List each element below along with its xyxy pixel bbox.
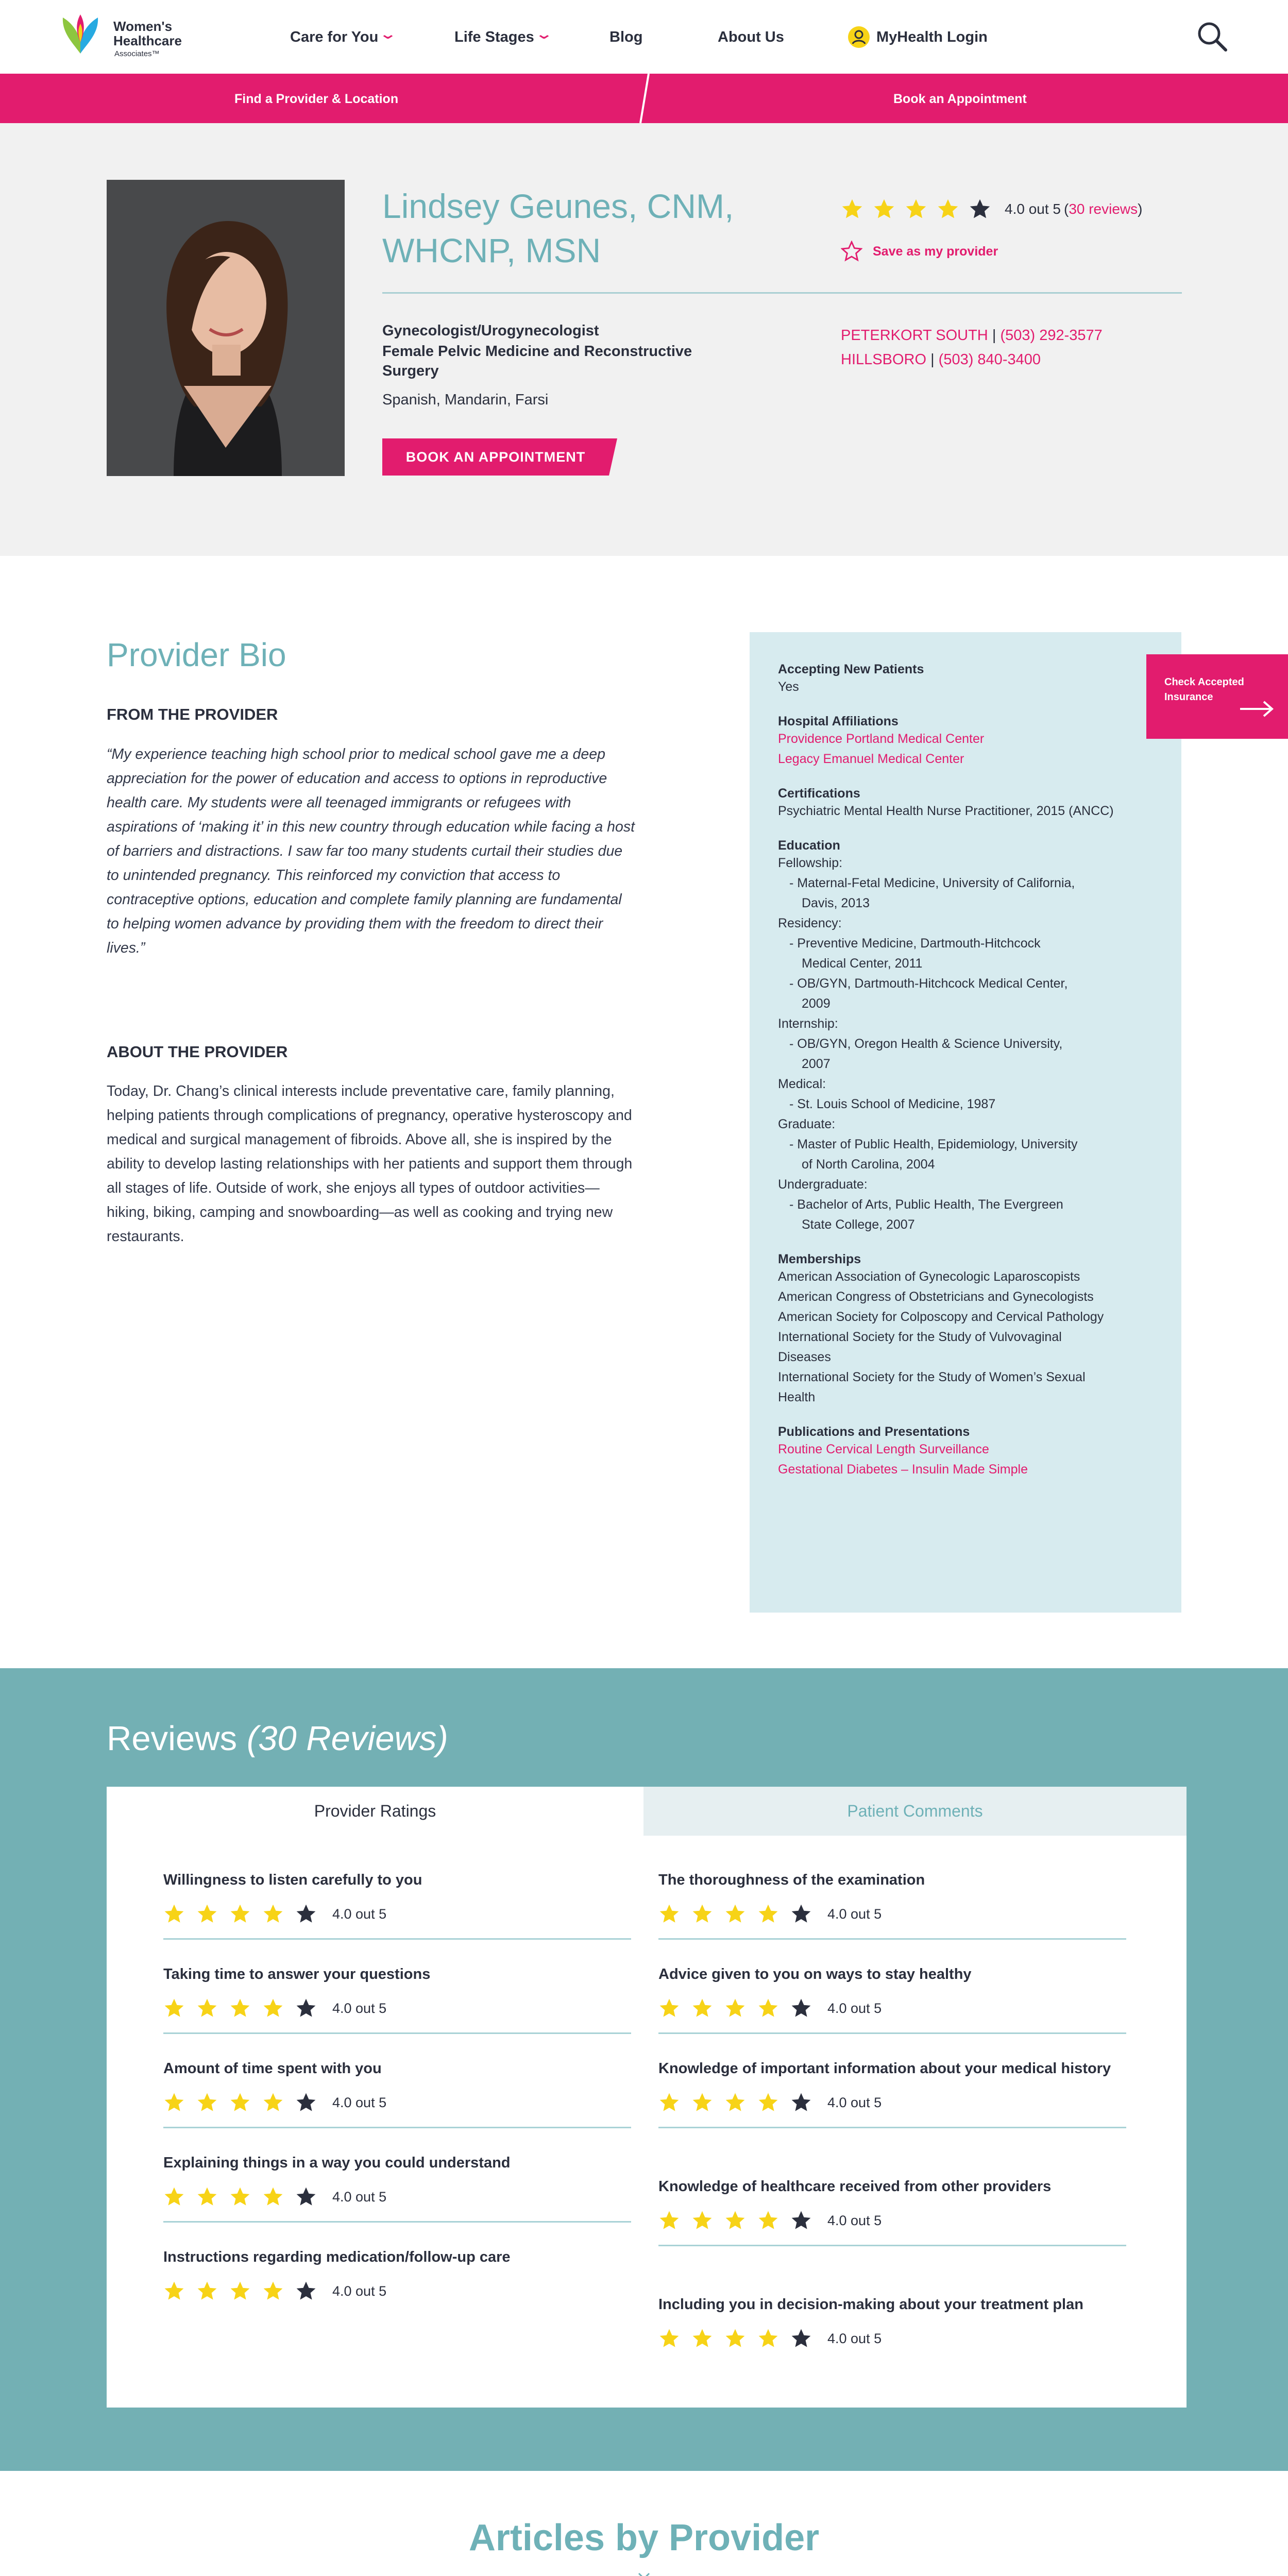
star-filled-icon	[658, 1997, 680, 2019]
rating-question: Amount of time spent with you	[163, 2060, 382, 2077]
education-entry: - Maternal-Fetal Medicine, University of California,	[789, 876, 1075, 890]
rating-row	[658, 1868, 1126, 1940]
provider-quote: “My experience teaching high school prior to medical school gave me a deep appreciation for the power of education and access to options in reproductive health care. My students were all teenaged immigrants or refugees with aspirations of ‘making it’ in this new country through education while facing a host of barriers and distractions. I saw far too many students curtail their studies due to unintended pregnancy. This reinforced my conviction that access to contraceptive options, education and complete family planning are fundamental to helping women advance by providing them with the freedom to direct their lives.”	[107, 746, 635, 956]
star-filled-icon	[757, 2328, 779, 2349]
rating-question: Taking time to answer your questions	[163, 1966, 431, 1982]
nav-care-for-you[interactable]	[290, 26, 397, 46]
star-filled-icon	[691, 2210, 713, 2231]
provider-details-sidebar	[750, 632, 1181, 1613]
specialty-primary: Gynecologist/Urogynecologist	[382, 323, 599, 339]
rating-divider	[658, 2245, 1126, 2246]
save-label: Save as my provider	[873, 244, 998, 259]
rating-question: The thoroughness of the examination	[658, 1872, 925, 1888]
star-filled-icon	[229, 2280, 251, 2302]
star-filled-icon	[163, 2092, 185, 2113]
tab-patient-comments[interactable]: Patient Comments	[643, 1787, 1187, 1836]
from-provider-heading: FROM THE PROVIDER	[107, 705, 278, 723]
rating-stars	[163, 2186, 631, 2208]
education-entry: - St. Louis School of Medicine, 1987	[789, 1097, 996, 1111]
star-empty-icon	[790, 2328, 812, 2349]
specialty-secondary: Female Pelvic Medicine and Reconstructive Surgery	[382, 343, 692, 379]
rating-stars	[163, 2280, 631, 2302]
save-provider-button[interactable]	[841, 241, 998, 262]
membership-item: International Society for the Study of Women’s Sexual	[778, 1370, 1086, 1384]
chevron-down-icon: ⌄	[379, 26, 397, 42]
affiliations-heading: Hospital Affiliations	[778, 714, 899, 728]
star-filled-icon	[691, 2092, 713, 2113]
membership-item: Diseases	[778, 1350, 831, 1364]
rating-stars	[658, 2328, 1126, 2349]
star-filled-icon	[262, 2186, 284, 2208]
rating-divider	[163, 2127, 631, 2128]
rating-stars	[163, 1997, 631, 2019]
star-empty-icon	[295, 1903, 317, 1925]
rating-row	[658, 2057, 1126, 2128]
rating-stars	[658, 2092, 1126, 2113]
education-entry: 2009	[802, 996, 831, 1011]
star-empty-icon	[790, 1997, 812, 2019]
membership-item: Health	[778, 1390, 816, 1404]
nav-life-stages[interactable]	[454, 26, 553, 46]
site-logo[interactable]	[58, 12, 212, 62]
star-filled-icon	[163, 1997, 185, 2019]
star-empty-icon	[295, 1997, 317, 2019]
star-filled-icon	[757, 2092, 779, 2113]
book-appointment-button[interactable]: BOOK AN APPOINTMENT	[405, 449, 586, 465]
publication-link[interactable]: Gestational Diabetes – Insulin Made Simple	[778, 1462, 1028, 1477]
pipe-separator: |	[930, 351, 935, 368]
arrow-right-icon	[1239, 700, 1275, 718]
accepting-value: Yes	[778, 680, 799, 694]
check-insurance-tab[interactable]	[1146, 654, 1288, 739]
bio-title: Provider Bio	[107, 636, 286, 673]
rating-row	[658, 1962, 1126, 2034]
reviews-link-wrap: (30 reviews)	[1063, 201, 1143, 217]
tab-provider-ratings[interactable]: Provider Ratings	[107, 1787, 643, 1836]
education-entry: - Preventive Medicine, Dartmouth-Hitchcock	[789, 936, 1041, 951]
star-filled-icon	[658, 2328, 680, 2349]
site-header	[0, 0, 1288, 74]
education-entry: of North Carolina, 2004	[802, 1157, 935, 1172]
myhealth-login-link[interactable]	[848, 26, 988, 48]
location-phone[interactable]: (503) 840-3400	[938, 351, 1041, 368]
education-category: Internship:	[778, 1016, 838, 1031]
rating-row	[658, 2175, 1126, 2246]
provider-hero	[0, 123, 1288, 556]
rating-stars	[841, 198, 1001, 221]
star-filled-icon	[262, 2092, 284, 2113]
rating-question: Knowledge of healthcare received from other providers	[658, 2178, 1052, 2195]
rating-stars	[658, 2210, 1126, 2231]
star-filled-icon	[229, 2092, 251, 2113]
star-filled-icon	[691, 2328, 713, 2349]
star-empty-icon	[790, 1903, 812, 1925]
star-filled-icon	[658, 2210, 680, 2231]
certifications-heading: Certifications	[778, 786, 860, 801]
membership-item: American Congress of Obstetricians and Gynecologists	[778, 1290, 1094, 1304]
reviews-title-text: Reviews	[107, 1719, 238, 1758]
affiliation-link[interactable]: Providence Portland Medical Center	[778, 732, 985, 746]
rating-divider	[163, 1938, 631, 1940]
education-category: Fellowship:	[778, 856, 843, 870]
reviews-card	[107, 1787, 1187, 2408]
rating-score: 4.0 out 5	[332, 2283, 387, 2299]
star-filled-icon	[691, 1903, 713, 1925]
rating-row	[163, 2245, 631, 2302]
reviews-title	[107, 1719, 448, 1758]
star-filled-icon	[229, 1997, 251, 2019]
bar-divider	[636, 74, 652, 123]
star-filled-icon	[196, 2092, 218, 2113]
star-empty-icon	[969, 198, 991, 221]
education-heading: Education	[778, 838, 840, 853]
star-filled-icon	[163, 2186, 185, 2208]
book-appointment-link[interactable]: Book an Appointment	[893, 92, 1027, 106]
rating-row	[163, 1868, 631, 1940]
star-filled-icon	[757, 2210, 779, 2231]
star-filled-icon	[873, 198, 895, 221]
reviews-count: (30 Reviews)	[246, 1719, 448, 1758]
star-filled-icon	[196, 2280, 218, 2302]
star-filled-icon	[757, 1903, 779, 1925]
star-filled-icon	[724, 2210, 746, 2231]
rating-score: 4.0 out 5	[827, 2330, 882, 2346]
quick-actions-bar	[0, 74, 1288, 123]
nav-label: Life Stages	[454, 29, 534, 45]
star-filled-icon	[163, 1903, 185, 1925]
membership-item: International Society for the Study of Vulvovaginal	[778, 1330, 1062, 1344]
nav-blog[interactable]: Blog	[609, 29, 643, 45]
star-filled-icon	[229, 2186, 251, 2208]
location-phone[interactable]: (503) 292-3577	[1000, 327, 1103, 344]
education-entry: Davis, 2013	[802, 896, 870, 910]
rating-score: 4.0 out 5	[827, 1906, 882, 1922]
education-category: Residency:	[778, 916, 842, 930]
star-empty-icon	[790, 2210, 812, 2231]
education-category: Graduate:	[778, 1117, 836, 1131]
star-filled-icon	[196, 2186, 218, 2208]
star-filled-icon	[196, 1903, 218, 1925]
star-empty-icon	[295, 2186, 317, 2208]
rating-score: 4.0 out 5	[332, 2000, 387, 2016]
memberships-heading: Memberships	[778, 1252, 861, 1266]
articles-title: Articles by Provider	[468, 2517, 820, 2558]
membership-item: American Association of Gynecologic Laparoscopists	[778, 1269, 1080, 1284]
reviews-link[interactable]: 30 reviews	[1069, 201, 1138, 217]
provider-rating	[841, 197, 1142, 222]
logo-line-2: Healthcare	[113, 33, 182, 48]
star-filled-icon	[937, 198, 959, 221]
rating-question: Instructions regarding medication/follow-up care	[163, 2249, 511, 2265]
about-provider-text: Today, Dr. Chang’s clinical interests include preventative care, family planning, helping patients through complications of pregnancy, operative hysteroscopy and medical and surgical management of fibroids. Above all, she is inspired by the ability to develop lasting relationships with her patients and support them through all stages of life. Outside of work, she enjoys all types of outdoor activities—hiking, biking, camping and snowboarding—as well as cooking and trying new restaurants.	[107, 1083, 633, 1245]
star-filled-icon	[724, 1997, 746, 2019]
memberships-list	[778, 1267, 1170, 1408]
find-provider-link[interactable]: Find a Provider & Location	[234, 92, 399, 106]
location-2	[841, 348, 1041, 371]
user-icon	[848, 26, 870, 48]
membership-item: American Society for Colposcopy and Cervical Pathology	[778, 1310, 1104, 1324]
rating-row	[163, 1962, 631, 2034]
pipe-separator: |	[992, 327, 996, 344]
languages: Spanish, Mandarin, Farsi	[382, 392, 549, 408]
education-entry: - OB/GYN, Dartmouth-Hitchcock Medical Center,	[789, 976, 1068, 991]
insurance-tab-label: Check Accepted Insurance	[1164, 676, 1244, 703]
star-filled-icon	[229, 1903, 251, 1925]
star-filled-icon	[262, 2280, 284, 2302]
rating-score: 4.0 out 5	[332, 1906, 387, 1922]
login-label: MyHealth Login	[876, 28, 988, 45]
rating-divider	[163, 2221, 631, 2223]
rating-stars	[163, 1903, 631, 1925]
education-category: Medical:	[778, 1077, 826, 1091]
rating-score: 4.0 out 5	[332, 2189, 387, 2205]
education-entry: - OB/GYN, Oregon Health & Science University,	[789, 1037, 1063, 1051]
education-list	[778, 853, 1170, 1235]
rating-score: 4.0 out 5	[827, 2000, 882, 2016]
accepting-heading: Accepting New Patients	[778, 662, 924, 676]
star-filled-icon	[691, 1997, 713, 2019]
rating-divider	[658, 2127, 1126, 2128]
education-entry: State College, 2007	[802, 1217, 915, 1232]
education-entry: Medical Center, 2011	[802, 956, 923, 971]
star-empty-icon	[295, 2092, 317, 2113]
provider-photo	[107, 180, 345, 476]
ornament-divider	[590, 2571, 698, 2576]
education-entry: 2007	[802, 1057, 831, 1071]
star-filled-icon	[757, 1997, 779, 2019]
rating-score: 4.0 out 5	[827, 2212, 882, 2228]
location-1	[841, 324, 1103, 347]
location-name[interactable]: PETERKORT SOUTH	[841, 327, 988, 344]
publications-heading: Publications and Presentations	[778, 1425, 970, 1439]
rating-stars	[658, 1903, 1126, 1925]
nav-label: Care for You	[290, 29, 379, 45]
star-filled-icon	[262, 1903, 284, 1925]
publication-link[interactable]: Routine Cervical Length Surveillance	[778, 1442, 989, 1456]
star-filled-icon	[262, 1997, 284, 2019]
reviews-section	[0, 1668, 1288, 2471]
affiliation-link[interactable]: Legacy Emanuel Medical Center	[778, 752, 964, 766]
rating-divider	[658, 1938, 1126, 1940]
education-category: Undergraduate:	[778, 1177, 868, 1192]
search-icon[interactable]	[1196, 21, 1228, 53]
rating-row	[163, 2151, 631, 2223]
star-empty-icon	[295, 2280, 317, 2302]
star-filled-icon	[724, 1903, 746, 1925]
rating-divider	[163, 2032, 631, 2034]
rating-question: Knowledge of important information about your medical history	[658, 2060, 1111, 2077]
rating-stars	[163, 2092, 631, 2113]
education-entry: - Bachelor of Arts, Public Health, The Evergreen	[789, 1197, 1063, 1212]
rating-question: Including you in decision-making about your treatment plan	[658, 2296, 1083, 2313]
about-provider-heading: ABOUT THE PROVIDER	[107, 1043, 288, 1061]
star-filled-icon	[905, 198, 927, 221]
rating-stars	[658, 1997, 1126, 2019]
chevron-down-icon: ⌄	[535, 26, 553, 42]
star-filled-icon	[724, 2092, 746, 2113]
rating-question: Willingness to listen carefully to you	[163, 1872, 422, 1888]
rating-divider	[658, 2032, 1126, 2034]
sidebar-content	[778, 662, 1170, 1480]
rating-question: Explaining things in a way you could understand	[163, 2155, 511, 2171]
education-entry: - Master of Public Health, Epidemiology, University	[789, 1137, 1078, 1151]
star-filled-icon	[658, 1903, 680, 1925]
logo-line-1: Women's	[113, 19, 173, 34]
star-empty-icon	[790, 2092, 812, 2113]
rating-question: Advice given to you on ways to stay healthy	[658, 1966, 972, 1982]
hero-divider	[382, 292, 1182, 294]
star-filled-icon	[724, 2328, 746, 2349]
rating-text: 4.0 out 5	[1005, 201, 1061, 217]
rating-row	[163, 2057, 631, 2128]
rating-row	[658, 2293, 1126, 2349]
star-filled-icon	[658, 2092, 680, 2113]
logo-flower-icon	[58, 12, 103, 58]
provider-name: Lindsey Geunes, CNM, WHCNP, MSN	[382, 187, 734, 269]
star-filled-icon	[196, 1997, 218, 2019]
star-filled-icon	[163, 2280, 185, 2302]
star-filled-icon	[841, 198, 863, 221]
location-name[interactable]: HILLSBORO	[841, 351, 926, 368]
rating-score: 4.0 out 5	[332, 2094, 387, 2110]
star-outline-icon	[841, 241, 862, 262]
logo-line-3: Associates™	[114, 49, 160, 58]
nav-about-us[interactable]: About Us	[718, 29, 784, 45]
rating-score: 4.0 out 5	[827, 2094, 882, 2110]
certifications-text: Psychiatric Mental Health Nurse Practitioner, 2015 (ANCC)	[778, 804, 1114, 818]
